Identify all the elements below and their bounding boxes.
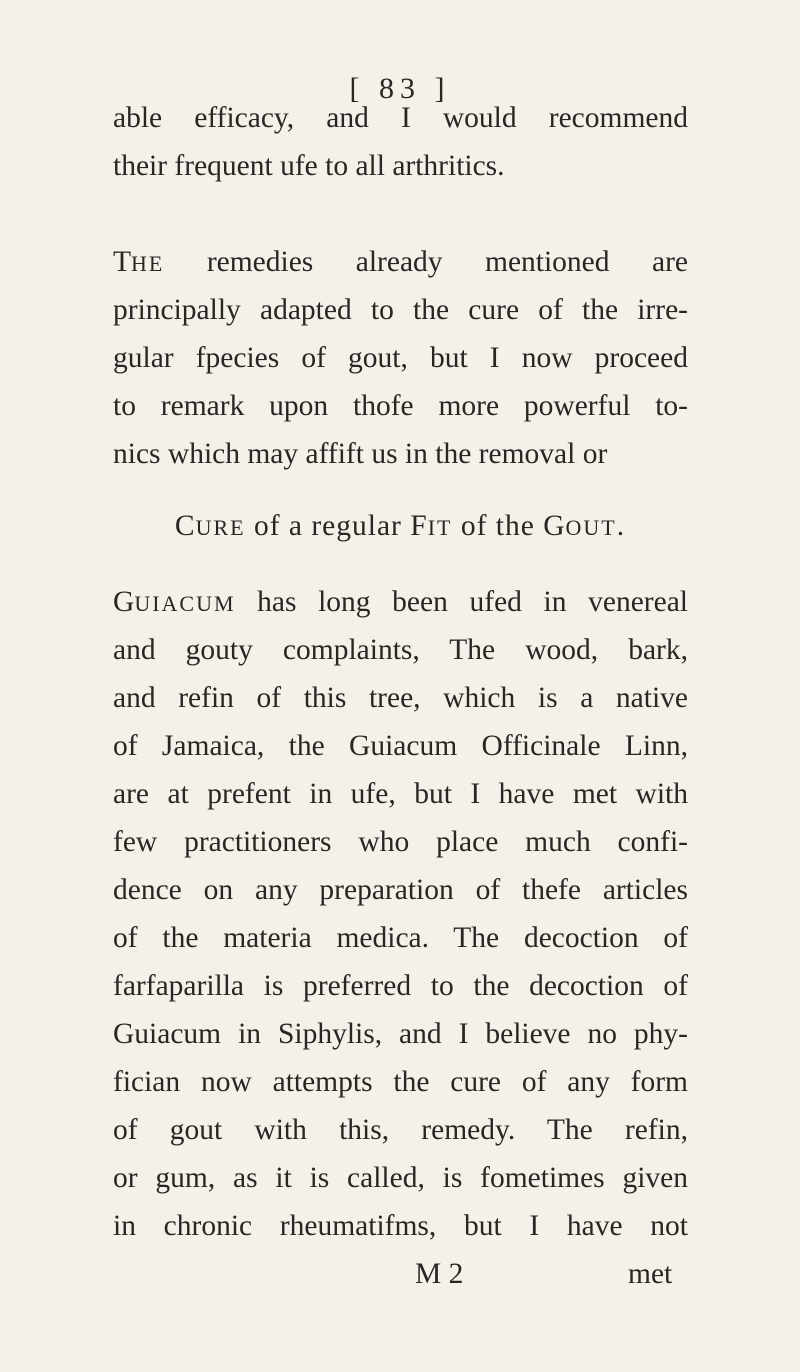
text-line: farfaparilla is preferred to the decoction of	[113, 970, 688, 1002]
text-line: in chronic rheumatifms, but I have not	[113, 1210, 688, 1242]
heading-end: .	[616, 510, 626, 542]
text-line: their frequent ufe to all arthritics.	[113, 150, 505, 182]
heading-initial: C	[174, 510, 196, 542]
text-line: to remark upon thofe more powerful to-	[113, 390, 688, 422]
heading-text: of a regular	[245, 510, 411, 542]
heading-text: of the	[452, 510, 544, 542]
small-caps-initial: G	[113, 586, 135, 618]
heading-small-caps: URE	[195, 515, 246, 540]
signature-mark: M 2	[415, 1258, 464, 1290]
text-line: gular fpecies of gout, but I now proceed	[113, 342, 688, 374]
line-text: remedies already mentioned are	[164, 246, 688, 278]
text-line: few practitioners who place much confi-	[113, 826, 688, 858]
heading-initial: G	[543, 510, 566, 542]
text-line: principally adapted to the cure of the irre-	[113, 294, 688, 326]
line-text: has long been ufed in venereal	[235, 586, 688, 618]
text-line: Guiacum in Siphylis, and I believe no phy-	[113, 1018, 688, 1050]
text-line: of gout with this, remedy. The refin,	[113, 1114, 688, 1146]
small-caps-rest: HE	[131, 251, 165, 276]
text-line: of the materia medica. The decoction of	[113, 922, 688, 954]
text-line: and gouty complaints, The wood, bark,	[113, 634, 688, 666]
small-caps-initial: T	[113, 246, 132, 278]
text-line: of Jamaica, the Guiacum Officinale Linn,	[113, 730, 688, 762]
text-line: nics which may affift us in the removal or	[113, 438, 608, 470]
paragraph-first-line	[113, 584, 688, 622]
text-line: or gum, as it is called, is fometimes given	[113, 1162, 688, 1194]
text-line: and refin of this tree, which is a native	[113, 682, 688, 714]
paragraph-first-line	[113, 244, 688, 282]
heading-small-caps: OUT	[565, 515, 617, 540]
small-caps-rest: UIACUM	[134, 591, 236, 616]
heading-initial: F	[410, 510, 428, 542]
section-heading	[0, 508, 800, 546]
text-line: able efficacy, and I would recommend	[113, 102, 688, 134]
heading-small-caps: IT	[427, 515, 453, 540]
text-line: are at prefent in ufe, but I have met with	[113, 778, 688, 810]
text-line: fician now attempts the cure of any form	[113, 1066, 688, 1098]
catchword: met	[628, 1258, 673, 1290]
text-line: dence on any preparation of thefe articles	[113, 874, 688, 906]
page-number: [ 83 ]	[349, 72, 451, 105]
